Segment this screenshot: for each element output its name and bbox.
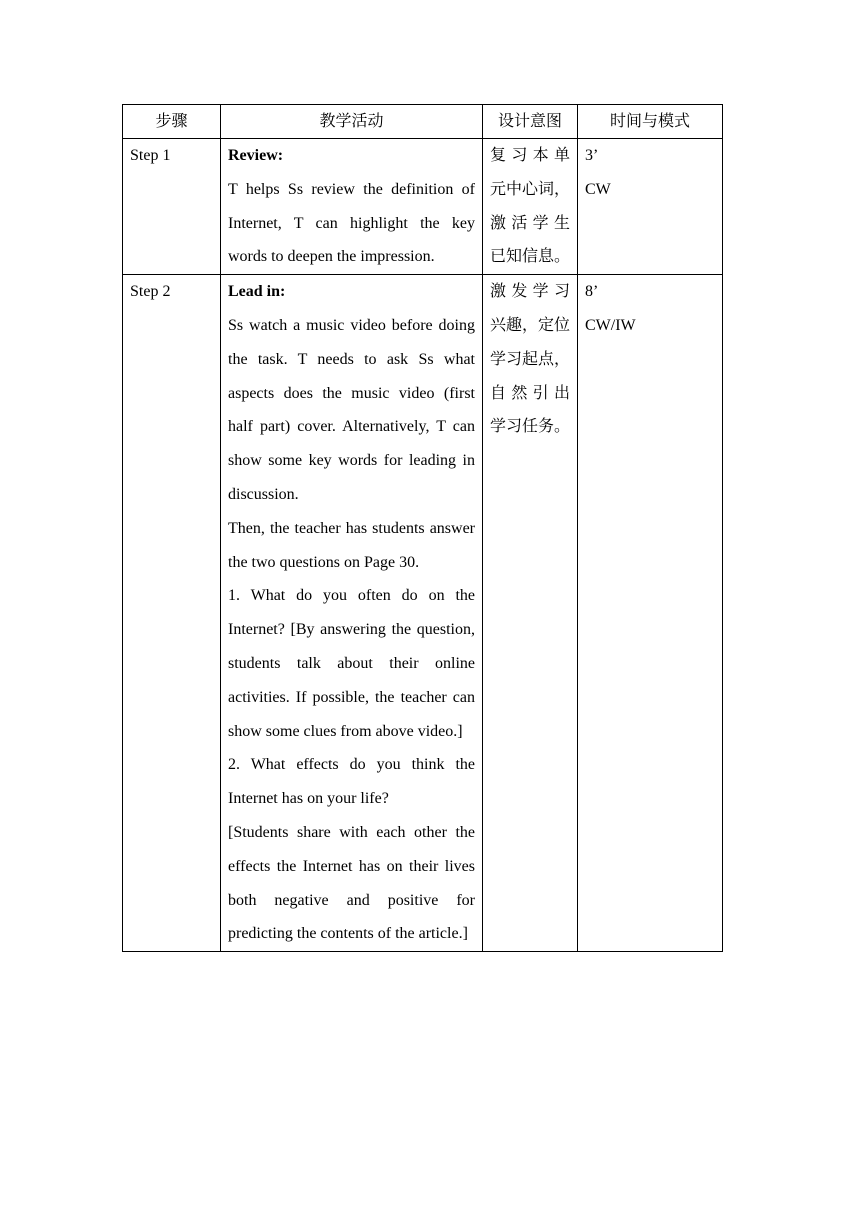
time-mode-cell [578, 275, 723, 952]
mode-value: CW [585, 180, 611, 198]
step-label: Step 2 [123, 275, 221, 952]
table-header-row [123, 105, 723, 139]
intent-line: 学习任务。 [490, 418, 571, 436]
activity-paragraph: [Students share with each other the effects the Internet has on their lives both negative and positive for predicting the contents of the article.] [228, 823, 475, 943]
time-value: 3’ [585, 147, 599, 164]
header-step: 步骤 [123, 105, 221, 139]
header-activity: 教学活动 [221, 105, 483, 139]
header-intent: 设计意图 [483, 105, 578, 139]
intent-line: 复习本单 [490, 147, 570, 164]
intent-cell [483, 139, 578, 275]
intent-cell [483, 275, 578, 952]
activity-paragraph: Then, the teacher has students answer the two questions on Page 30. [228, 519, 475, 571]
activity-cell [221, 275, 483, 952]
activity-cell [221, 139, 483, 275]
intent-line: 激活学生 [490, 214, 570, 232]
intent-line: 激发学习 [490, 283, 570, 301]
table-row [123, 275, 723, 952]
activity-paragraph: 2. What effects do you think the Internet has on your life? [228, 756, 475, 808]
time-value: 8’ [585, 283, 599, 301]
table-row [123, 139, 723, 275]
time-mode-cell [578, 139, 723, 275]
activity-title: Lead in: [228, 283, 286, 301]
intent-line: 兴趣，定位 [490, 316, 571, 334]
activity-paragraph: Ss watch a music video before doing the task. T needs to ask Ss what aspects does the music video (first half part) cover. Alternatively, T can show some key words for leading in discussion. [228, 316, 475, 503]
mode-value: CW/IW [585, 316, 636, 334]
step-label: Step 1 [123, 139, 221, 275]
activity-paragraph: 1. What do you often do on the Internet? [By answering the question, students talk about their online activities. If possible, the teacher can show some clues from above video.] [228, 587, 475, 740]
intent-line: 自然引出 [490, 384, 570, 402]
intent-line: 元中心词， [490, 180, 571, 198]
header-time-mode: 时间与模式 [578, 105, 723, 139]
intent-line: 已知信息。 [490, 248, 571, 266]
lesson-plan-table [122, 104, 723, 952]
activity-title: Review: [228, 147, 284, 164]
activity-paragraph: T helps Ss review the definition of Internet, T can highlight the key words to deepen the impression. [228, 180, 475, 266]
intent-line: 学习起点， [490, 350, 571, 368]
